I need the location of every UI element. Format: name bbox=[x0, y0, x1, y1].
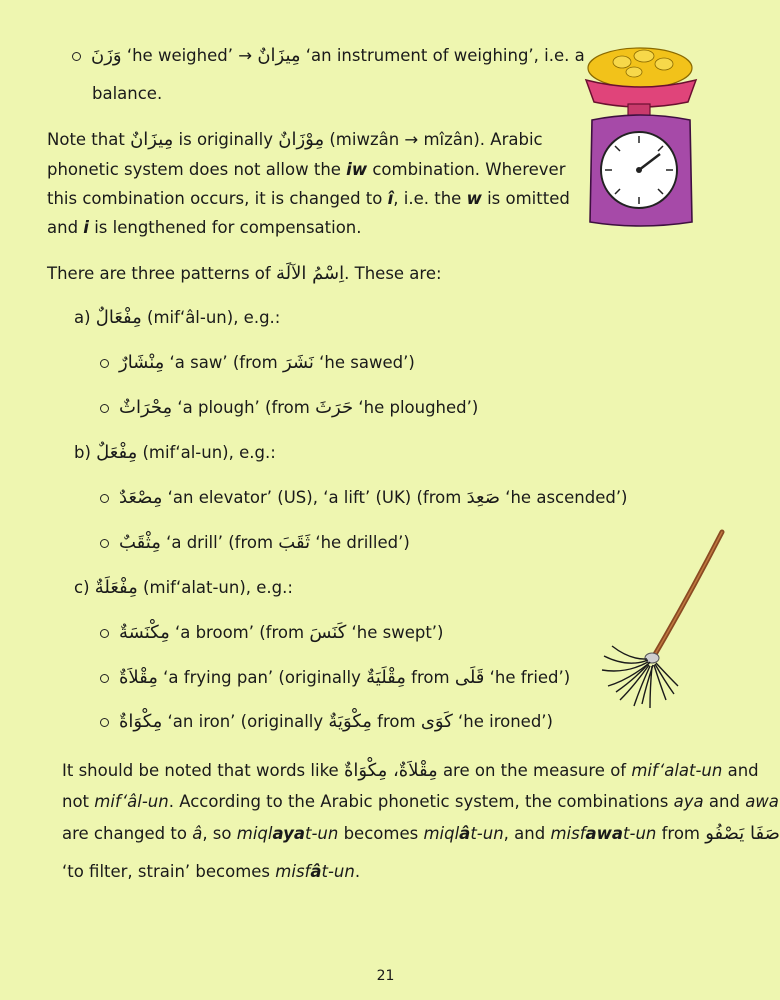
para-line-2 bbox=[62, 790, 779, 814]
arabic-word: مِكْنَسَةٌ bbox=[119, 622, 170, 643]
text: , and bbox=[503, 824, 551, 843]
bullet-icon bbox=[100, 359, 109, 368]
text: . bbox=[354, 862, 361, 881]
arabic-word: صَفَا يَصْفُو bbox=[705, 823, 780, 844]
bullet-icon bbox=[100, 494, 109, 503]
text: ‘he weighed’ → bbox=[121, 46, 258, 65]
text: ‘he fried’) bbox=[484, 668, 571, 687]
weighing-scale-illustration bbox=[582, 36, 700, 232]
text-italic: mif‘âl-un bbox=[94, 792, 169, 811]
text: ‘an iron’ (originally bbox=[162, 712, 329, 731]
bullet-icon bbox=[100, 539, 109, 548]
arabic-word: مِفْعَلٌ bbox=[96, 442, 138, 463]
text-emph: aya bbox=[272, 824, 305, 843]
example-frying-pan bbox=[100, 666, 570, 690]
patterns-intro bbox=[47, 262, 442, 286]
bullet-icon bbox=[100, 404, 109, 413]
text: , i.e. the bbox=[393, 189, 467, 208]
arabic-word: مِيزَانٌ bbox=[257, 45, 301, 66]
text-italic: t-un bbox=[321, 862, 355, 881]
note-line-4 bbox=[47, 216, 362, 240]
arabic-word: وَزَنَ bbox=[91, 45, 122, 66]
text: is originally bbox=[173, 130, 279, 149]
text: ‘he swept’) bbox=[346, 623, 444, 642]
arabic-word: مِصْعَدٌ bbox=[119, 487, 163, 508]
note-line-1 bbox=[47, 128, 543, 152]
text: (miwzân → mîzân). Arabic bbox=[324, 130, 543, 149]
text: ‘a saw’ (from bbox=[164, 353, 283, 372]
text: combination. Wherever bbox=[367, 160, 566, 179]
text: . According to the Arabic phonetic system, the combinations bbox=[168, 792, 674, 811]
text: and bbox=[47, 218, 84, 237]
example-drill bbox=[100, 531, 410, 555]
arabic-word: قَلَى bbox=[454, 667, 485, 688]
arabic-word: كَوَى bbox=[420, 711, 453, 732]
text: phonetic system does not allow the bbox=[47, 160, 347, 179]
text-italic: miql bbox=[236, 824, 273, 843]
text-italic: misf bbox=[550, 824, 586, 843]
arabic-word: اِسْمُ الآلَة bbox=[275, 263, 345, 284]
text: ‘he sawed’) bbox=[313, 353, 415, 372]
arabic-word: مِقْلاَةٌ bbox=[119, 667, 158, 688]
text: ‘he ascended’) bbox=[499, 488, 628, 507]
text: . These are: bbox=[344, 264, 442, 283]
text: not bbox=[62, 792, 95, 811]
arabic-word: مِفْعَلَةٌ bbox=[94, 577, 138, 598]
text: and bbox=[703, 792, 746, 811]
text: ‘he ironed’) bbox=[452, 712, 553, 731]
text-emph: w bbox=[466, 189, 482, 208]
text: this combination occurs, it is changed to bbox=[47, 189, 388, 208]
arabic-word: مِنْشَارٌ bbox=[119, 352, 165, 373]
example-broom bbox=[100, 621, 443, 645]
para-line-4 bbox=[62, 860, 360, 884]
pattern-b-heading bbox=[74, 441, 276, 465]
bullet-icon bbox=[72, 52, 81, 61]
text: is omitted bbox=[481, 189, 570, 208]
text-italic: awa bbox=[745, 792, 779, 811]
text-emph: â bbox=[459, 824, 471, 843]
text: (mif‘alat-un), e.g.: bbox=[137, 578, 293, 597]
arabic-word: كَنَسَ bbox=[309, 622, 347, 643]
text: ‘an instrument of weighing’, i.e. a bbox=[300, 46, 585, 65]
text: ‘an elevator’ (US), ‘a lift’ (UK) (from bbox=[162, 488, 467, 507]
arabic-word: مِقْلاَةٌ، مِكْوَاةٌ bbox=[343, 760, 438, 781]
arabic-word: مِيزَانٌ bbox=[130, 129, 174, 150]
arabic-word: مِثْقَبٌ bbox=[119, 532, 161, 553]
text: are on the measure of bbox=[437, 761, 632, 780]
bullet-icon bbox=[100, 674, 109, 683]
text: ‘a plough’ (from bbox=[172, 398, 316, 417]
example-line-wazana bbox=[72, 44, 585, 68]
arabic-word: مِحْرَاثٌ bbox=[119, 397, 173, 418]
note-line-3 bbox=[47, 187, 570, 211]
text-emph: iw bbox=[346, 160, 368, 179]
text-emph: î bbox=[387, 189, 394, 208]
text: becomes bbox=[338, 824, 424, 843]
para-line-3 bbox=[62, 822, 780, 846]
arabic-word: نَشَرَ bbox=[282, 352, 314, 373]
example-elevator bbox=[100, 486, 628, 510]
example-iron bbox=[100, 710, 553, 734]
arabic-word: مِكْوَاةٌ bbox=[119, 711, 163, 732]
text-italic: miql bbox=[423, 824, 460, 843]
example-line-cont: balance. bbox=[92, 84, 163, 103]
bullet-icon bbox=[100, 718, 109, 727]
text: (mif‘al-un), e.g.: bbox=[137, 443, 276, 462]
text: from bbox=[656, 824, 706, 843]
text: ‘a broom’ (from bbox=[169, 623, 310, 642]
arabic-word: حَرَثَ bbox=[315, 397, 354, 418]
text: ‘he ploughed’) bbox=[353, 398, 479, 417]
text: , so bbox=[202, 824, 237, 843]
example-saw bbox=[100, 351, 415, 375]
arabic-word: صَعِدَ bbox=[466, 487, 500, 508]
broom-bristles bbox=[602, 646, 678, 708]
page-number: 21 bbox=[376, 968, 395, 984]
text-emph: i bbox=[83, 218, 89, 237]
text: is lengthened for compensation. bbox=[88, 218, 362, 237]
arabic-word: مِقْلَيَةٌ bbox=[366, 667, 406, 688]
text-emph: awa bbox=[585, 824, 624, 843]
arabic-word: مِوْزَانٌ bbox=[278, 129, 325, 150]
text-italic: â bbox=[192, 824, 203, 843]
text: Note that bbox=[47, 130, 131, 149]
broom-illustration bbox=[598, 528, 730, 710]
text: b) bbox=[74, 443, 97, 462]
note-line-2 bbox=[47, 158, 565, 182]
text-italic: aya bbox=[673, 792, 704, 811]
text: It should be noted that words like bbox=[62, 761, 344, 780]
text: from bbox=[371, 712, 421, 731]
arabic-word: مِفْعَالٌ bbox=[95, 307, 142, 328]
text: There are three patterns of bbox=[47, 264, 276, 283]
text-italic: t-un bbox=[470, 824, 504, 843]
text: ‘to filter, strain’ becomes bbox=[62, 862, 276, 881]
text: and bbox=[722, 761, 759, 780]
bullet-icon bbox=[100, 629, 109, 638]
text: ‘he drilled’) bbox=[310, 533, 410, 552]
text: c) bbox=[74, 578, 95, 597]
text: from bbox=[405, 668, 455, 687]
text-italic: mif‘alat-un bbox=[631, 761, 723, 780]
arabic-word: مِكْوَيَةٌ bbox=[328, 711, 372, 732]
example-plough bbox=[100, 396, 478, 420]
text: (mif‘âl-un), e.g.: bbox=[141, 308, 281, 327]
text: ‘a frying pan’ (originally bbox=[157, 668, 367, 687]
text-italic: t-un bbox=[623, 824, 657, 843]
text: are changed to bbox=[62, 824, 193, 843]
text-italic: misf bbox=[275, 862, 311, 881]
text: a) bbox=[74, 308, 96, 327]
para-line-1 bbox=[62, 759, 759, 783]
pattern-c-heading bbox=[74, 576, 293, 600]
text-emph: â bbox=[310, 862, 322, 881]
pattern-a-heading bbox=[74, 306, 280, 330]
text-italic: t-un bbox=[305, 824, 339, 843]
text: ‘a drill’ (from bbox=[160, 533, 279, 552]
arabic-word: ثَقَبَ bbox=[278, 532, 311, 553]
